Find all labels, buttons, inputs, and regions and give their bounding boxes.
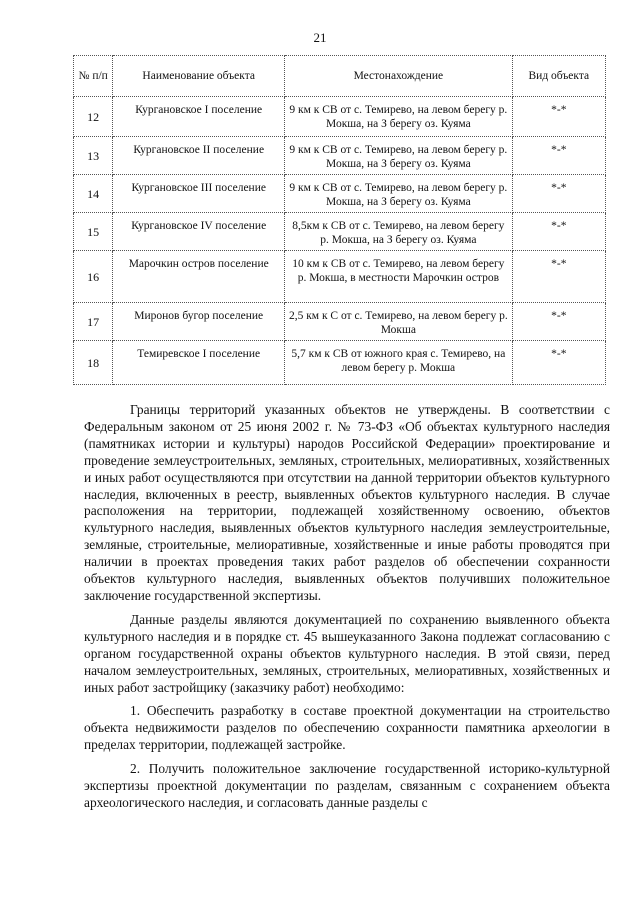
- paragraph: 2. Получить положительное заключение государственной историко-культурной экспертизы проектной документации по разделам, связанным с сохранением объекта археологического наследия, и согласовать данные разделы с: [84, 761, 610, 810]
- column-header-number: № п/п: [74, 56, 113, 97]
- object-type: *-*: [512, 251, 605, 303]
- table-row: [74, 175, 606, 213]
- object-name: Кургановское I поселение: [113, 97, 285, 137]
- object-name: Темиревское I поселение: [113, 341, 285, 385]
- page-number: 21: [313, 30, 327, 45]
- row-number: 15: [74, 213, 113, 251]
- object-type: *-*: [512, 213, 605, 251]
- object-name: Кургановское III поселение: [113, 175, 285, 213]
- table-row: [74, 303, 606, 341]
- object-type: *-*: [512, 137, 605, 175]
- object-type: *-*: [512, 97, 605, 137]
- row-number: 18: [74, 341, 113, 385]
- row-number: 13: [74, 137, 113, 175]
- column-header-location: Местонахождение: [285, 56, 513, 97]
- column-header-type: Вид объекта: [512, 56, 605, 97]
- object-location: 10 км к СВ от с. Темирево, на левом берегу р. Мокша, в местности Марочкин остров: [285, 251, 513, 303]
- object-location: 5,7 км к СВ от южного края с. Темирево, на левом берегу р. Мокша: [285, 341, 513, 385]
- table-row: [74, 97, 606, 137]
- object-type: *-*: [512, 175, 605, 213]
- table-row: [74, 341, 606, 385]
- object-location: 8,5км к СВ от с. Темирево, на левом берегу р. Мокша, на З берегу оз. Куяма: [285, 213, 513, 251]
- object-location: 9 км к СВ от с. Темирево, на левом берегу р. Мокша, на З берегу оз. Куяма: [285, 137, 513, 175]
- row-number: 14: [74, 175, 113, 213]
- object-type: *-*: [512, 303, 605, 341]
- object-name: Миронов бугор поселение: [113, 303, 285, 341]
- paragraph: Данные разделы являются документацией по сохранению выявленного объекта культурного наследия и в порядке ст. 45 вышеуказанного Закона подлежат согласованию с органом государственной охраны объектов культурного наследия. В этой связи, перед началом землеустроительных, земляных, строительных, мелиоративных, хозяйственных и иных работ застройщику (заказчику работ) необходимо:: [84, 611, 610, 695]
- objects-table: [73, 55, 606, 385]
- table-header-row: [74, 56, 606, 97]
- object-name: Кургановское II поселение: [113, 137, 285, 175]
- paragraph: Границы территорий указанных объектов не утверждены. В соответствии с Федеральным законом от 25 июня 2002 г. № 73-ФЗ «Об объектах культурного наследия (памятниках истории и культуры) народов Российской Федерации» проектирование и проведение землеустроительных, земляных, строительных, мелиоративных, хозяйственных и иных работ осуществляются при отсутствии на данной территории объектов культурного наследия, включенных в реестр, выявленных объектов культурного наследия. В случае расположения на территории, подлежащей хозяйственному освоению, объектов культурного наследия, выявленных объектов культурного наследия землеустроительные, земляные, строительные, мелиоративные, хозяйственные и иные работы проводятся при наличии в проектах проведения таких работ разделов об обеспечении сохранности объектов культурного наследия, выявленных объектов получивших положительное заключение государственной экспертизы.: [84, 402, 610, 603]
- table-row: [74, 251, 606, 303]
- object-location: 9 км к СВ от с. Темирево, на левом берегу р. Мокша, на З берегу оз. Куяма: [285, 97, 513, 137]
- row-number: 16: [74, 251, 113, 303]
- body-text: [84, 402, 610, 819]
- object-type: *-*: [512, 341, 605, 385]
- column-header-name: Наименование объекта: [113, 56, 285, 97]
- paragraph: 1. Обеспечить разработку в составе проектной документации на строительство объекта недвижимости разделов по обеспечению сохранности памятника археологии в пределах территории, подлежащей застройке.: [84, 703, 610, 753]
- row-number: 17: [74, 303, 113, 341]
- table-row: [74, 213, 606, 251]
- row-number: 12: [74, 97, 113, 137]
- object-location: 2,5 км к С от с. Темирево, на левом берегу р. Мокша: [285, 303, 513, 341]
- table-row: [74, 137, 606, 175]
- object-location: 9 км к СВ от с. Темирево, на левом берегу р. Мокша, на З берегу оз. Куяма: [285, 175, 513, 213]
- object-name: Марочкин остров поселение: [113, 251, 285, 303]
- object-name: Кургановское IV поселение: [113, 213, 285, 251]
